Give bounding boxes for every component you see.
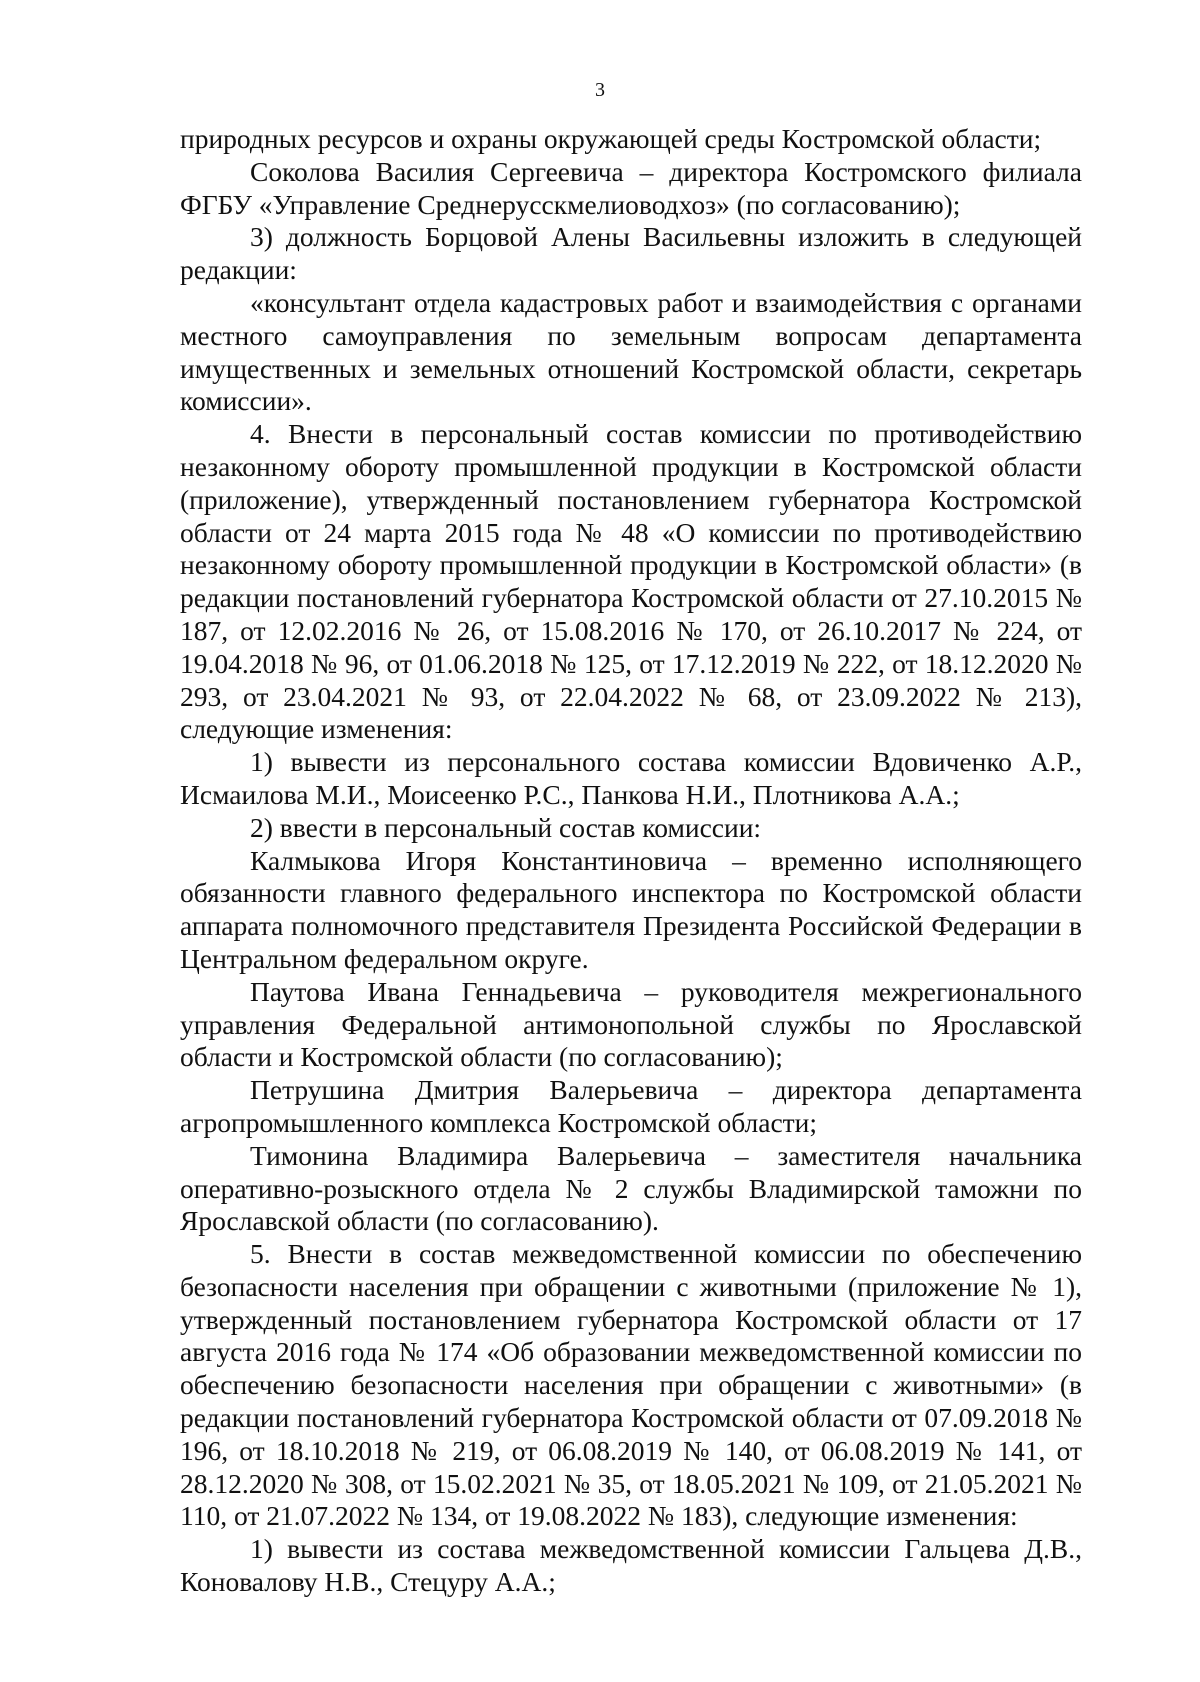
paragraph-continuation: природных ресурсов и охраны окружающей среды Костромской области; — [180, 123, 1042, 154]
document-body — [180, 123, 1082, 1599]
paragraph: Тимонина Владимира Валерьевича – заместителя начальника оперативно-розыскного отдела № 2 службы Владимирской таможни по Ярославской области (по согласованию). — [180, 1139, 1082, 1237]
page-number: 3 — [595, 79, 605, 101]
paragraph: 1) вывести из состава межведомственной комиссии Гальцева Д.В., Коновалову Н.В., Стецуру А.А.; — [180, 1533, 1082, 1598]
paragraph: Паутова Ивана Геннадьевича – руководителя межрегионального управления Федеральной антимонопольной службы по Ярославской области и Костромской области (по согласованию); — [180, 975, 1082, 1073]
paragraph: «консультант отдела кадастровых работ и взаимодействия с органами местного самоуправления по земельным вопросам департамента имущественных и земельных отношений Костромской области, секретарь комиссии». — [180, 286, 1082, 417]
paragraph: 4. Внести в персональный состав комиссии по противодействию незаконному обороту промышленной продукции в Костромской области (приложение), утвержденный постановлением губернатора Костромской области от 24 марта 2015 года № 48 «О комиссии по противодействию незаконному обороту промышленной продукции в Костромской области» (в редакции постановлений губернатора Костромской области от 27.10.2015 № 187, от 12.02.2016 № 26, от 15.08.2016 № 170, от 26.10.2017 № 224, от 19.04.2018 № 96, от 01.06.2018 № 125, от 17.12.2019 № 222, от 18.12.2020 № 293, от 23.04.2021 № 93, от 22.04.2022 № 68, от 23.09.2022 № 213), следующие изменения: — [180, 418, 1082, 745]
paragraph: 2) ввести в персональный состав комиссии: — [250, 811, 762, 843]
paragraph: 1) вывести из персонального состава комиссии Вдовиченко А.Р., Исмаилова М.И., Моисеенко Р.С., Панкова Н.И., Плотникова А.А.; — [180, 746, 1082, 810]
paragraph: Соколова Василия Сергеевича – директора Костромского филиала ФГБУ «Управление Среднерусскмелиоводхоз» (по согласованию); — [180, 155, 1082, 220]
paragraph: Калмыкова Игоря Константиновича – временно исполняющего обязанности главного федерального инспектора по Костромской области аппарата полномочного представителя Президента Российской Федерации в Центральном федеральном округе. — [180, 844, 1082, 974]
paragraph: 5. Внести в состав межведомственной комиссии по обеспечению безопасности населения при обращении с животными (приложение № 1), утвержденный постановлением губернатора Костромской области от 17 августа 2016 года № 174 «Об образовании межведомственной комиссии по обеспечению безопасности населения при обращении с животными» (в редакции постановлений губернатора Костромской области от 07.09.2018 № 196, от 18.10.2018 № 219, от 06.08.2019 № 140, от 06.08.2019 № 141, от 28.12.2020 № 308, от 15.02.2021 № 35, от 18.05.2021 № 109, от 21.05.2021 № 110, от 21.07.2022 № 134, от 19.08.2022 № 183), следующие изменения: — [180, 1238, 1082, 1532]
paragraph: 3) должность Борцовой Алены Васильевны изложить в следующей редакции: — [180, 221, 1082, 286]
paragraph: Петрушина Дмитрия Валерьевича – директора департамента агропромышленного комплекса Костромской области; — [180, 1074, 1082, 1138]
